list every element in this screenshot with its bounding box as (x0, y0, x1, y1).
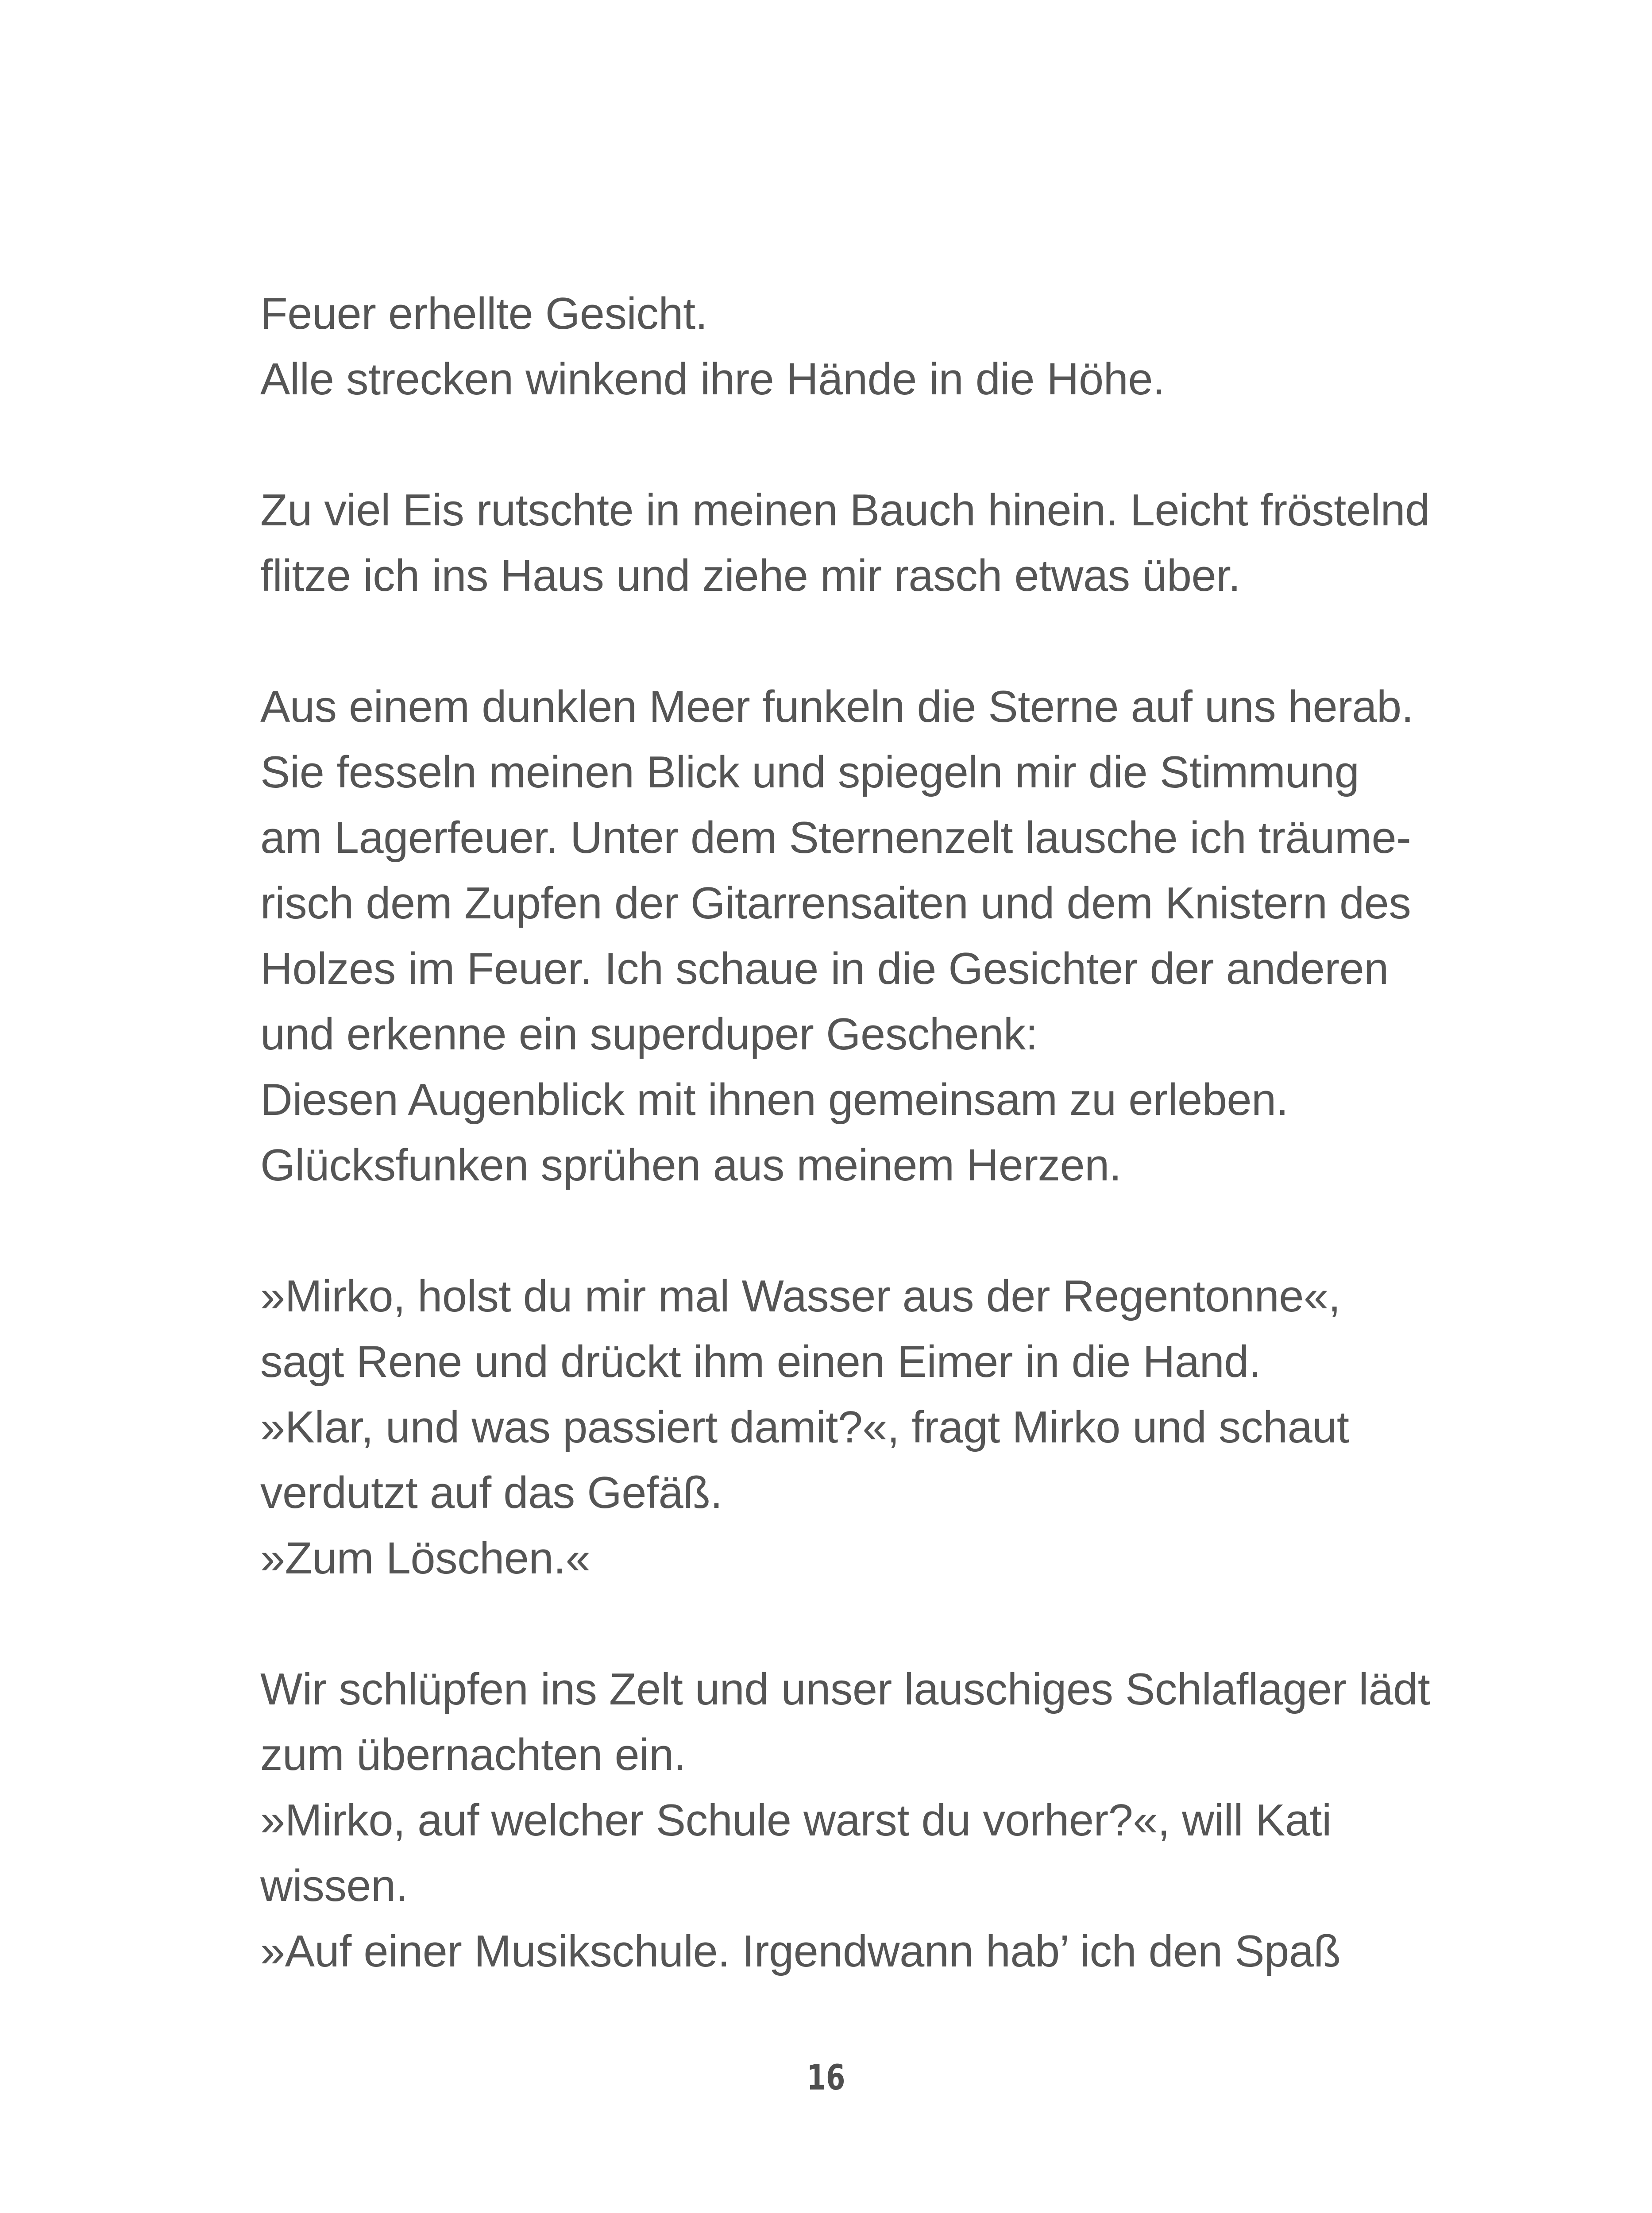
text-line: wissen. (260, 1861, 408, 1911)
paragraph (260, 478, 1455, 609)
text-line: Aus einem dunklen Meer funkeln die Sterne auf uns herab. (260, 682, 1414, 732)
text-line: risch dem Zupfen der Gitarrensaiten und dem Knistern des (260, 879, 1411, 928)
text-line: Diesen Augenblick mit ihnen gemeinsam zu erleben. (260, 1075, 1289, 1125)
paragraph (260, 674, 1455, 1198)
paragraph (260, 1264, 1455, 1591)
paragraph (260, 281, 1455, 412)
text-line: Sie fesseln meinen Blick und spiegeln mir die Stimmung (260, 748, 1359, 797)
text-line: Zu viel Eis rutschte in meinen Bauch hinein. Leicht fröstelnd (260, 486, 1430, 535)
paragraph-gap (260, 609, 1455, 674)
text-line: Glücksfunken sprühen aus meinem Herzen. (260, 1141, 1122, 1190)
text-line: und erkenne ein superduper Geschenk: (260, 1010, 1038, 1059)
text-line: zum übernachten ein. (260, 1730, 686, 1780)
paragraph-gap (260, 1591, 1455, 1657)
text-line: »Mirko, auf welcher Schule warst du vorher?«, will Kati (260, 1796, 1332, 1845)
text-line: »Mirko, holst du mir mal Wasser aus der Regentonne«, (260, 1272, 1341, 1321)
text-line: Wir schlüpfen ins Zelt und unser lauschiges Schlaflager lädt (260, 1665, 1430, 1714)
paragraph-gap (260, 1198, 1455, 1264)
body-text (260, 281, 1455, 1984)
paragraph-gap (260, 412, 1455, 478)
text-line: Alle strecken winkend ihre Hände in die Höhe. (260, 355, 1165, 404)
text-line: »Auf einer Musikschule. Irgendwann hab’ ich den Spaß (260, 1927, 1341, 1976)
text-line: »Zum Löschen.« (260, 1534, 591, 1583)
page-number: 16 (807, 2058, 845, 2098)
paragraph (260, 1657, 1455, 1984)
text-line: verdutzt auf das Gefäß. (260, 1468, 722, 1518)
text-line: sagt Rene und drückt ihm einen Eimer in die Hand. (260, 1337, 1261, 1387)
text-line: flitze ich ins Haus und ziehe mir rasch etwas über. (260, 551, 1241, 601)
text-line: Feuer erhellte Gesicht. (260, 289, 708, 339)
text-line: Holzes im Feuer. Ich schaue in die Gesichter der anderen (260, 944, 1389, 994)
text-line: am Lagerfeuer. Unter dem Sternenzelt lausche ich träume- (260, 813, 1411, 863)
text-line: »Klar, und was passiert damit?«, fragt Mirko und schaut (260, 1403, 1349, 1452)
